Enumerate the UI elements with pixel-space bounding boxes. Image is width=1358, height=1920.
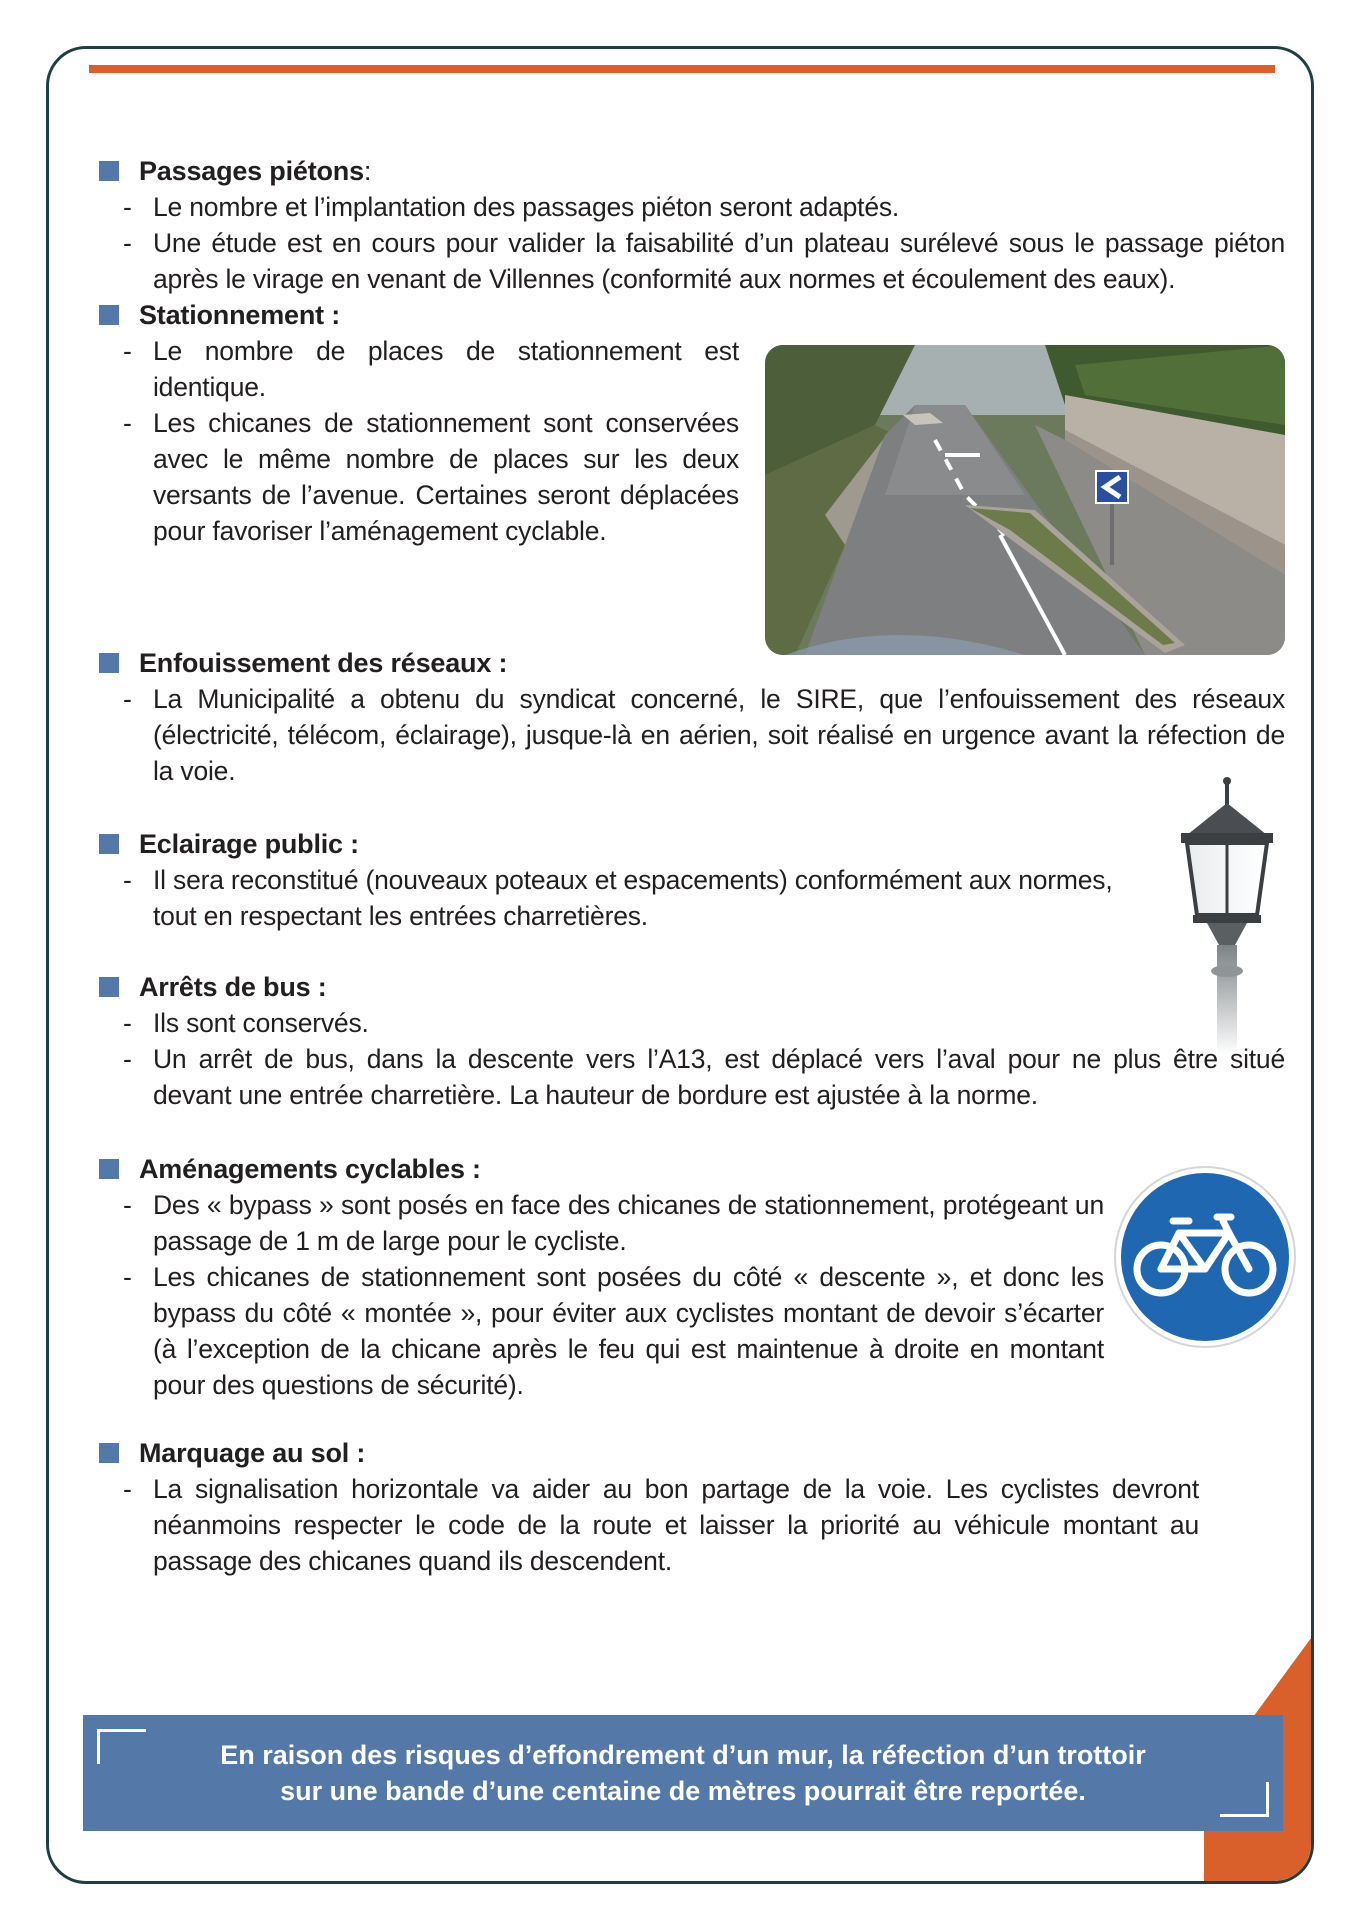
section-title: Aménagements cyclables :: [139, 1154, 481, 1184]
bullet-square: [99, 161, 119, 181]
section-passages-pietons: [99, 153, 1285, 297]
bullet-square: [99, 305, 119, 325]
notice-banner: [83, 1715, 1283, 1831]
notice-line-2: sur une bande d’une centaine de mètres pourrait être reportée.: [280, 1776, 1086, 1806]
list-item: - Un arrêt de bus, dans la descente vers l’A13, est déplacé vers l’aval pour ne plus être situé devant une entrée charretière. La hauteur de bordure est ajustée à la norme.: [99, 1041, 1285, 1113]
notice-text: [83, 1737, 1283, 1809]
list-item: - Une étude est en cours pour valider la faisabilité d’un plateau surélevé sous le passage piéton après le virage en venant de Villennes (conformité aux normes et écoulement des eaux).: [99, 225, 1285, 297]
bullet-square: [99, 1159, 119, 1179]
notice-line-1: En raison des risques d’effondrement d’un mur, la réfection d’un trottoir: [220, 1740, 1146, 1770]
section-enfouissement-reseaux: [99, 645, 1285, 789]
bullet-square: [99, 1443, 119, 1463]
list-item: - Les chicanes de stationnement sont conservées avec le même nombre de places sur les deux versants de l’avenue. Certaines seront déplacées pour favoriser l’aménagement cyclable.: [99, 405, 739, 549]
section-title: Stationnement :: [139, 300, 341, 330]
section-stationnement: [99, 297, 739, 549]
section-arrets-de-bus: [99, 969, 1285, 1113]
section-title: Arrêts de bus :: [139, 972, 327, 1002]
bullet-square: [99, 834, 119, 854]
list-item: - Les chicanes de stationnement sont posées du côté « descente », et donc les bypass du côté « montée », pour éviter aux cyclistes montant de devoir s’écarter (à l’exception de la chicane après le feu qui est maintenue à droite en montant pour des questions de sécurité).: [99, 1259, 1104, 1403]
bullet-square: [99, 653, 119, 673]
section-title: Eclairage public :: [139, 829, 359, 859]
list-item: - La Municipalité a obtenu du syndicat concerné, le SIRE, que l’enfouissement des réseaux (électricité, télécom, éclairage), jusque-là en aérien, soit réalisé en urgence avant la réfection de la voie.: [99, 681, 1285, 789]
top-rule: [89, 65, 1275, 73]
section-marquage-au-sol: [99, 1435, 1199, 1579]
section-title: Marquage au sol :: [139, 1438, 366, 1468]
list-item: - Des « bypass » sont posés en face des chicanes de stationnement, protégeant un passage de 1 m de large pour le cycliste.: [99, 1187, 1104, 1259]
section-eclairage-public: [99, 826, 1149, 934]
section-title: Enfouissement des réseaux :: [139, 648, 508, 678]
list-item: - Le nombre et l’implantation des passages piéton seront adaptés.: [99, 189, 1285, 225]
street-photo: [765, 345, 1285, 655]
section-title-suffix: :: [363, 156, 372, 186]
page-frame: [46, 46, 1314, 1884]
list-item: - Le nombre de places de stationnement est identique.: [99, 333, 739, 405]
list-item: - Il sera reconstitué (nouveaux poteaux et espacements) conformément aux normes, tout en respectant les entrées charretières.: [99, 862, 1149, 934]
bullet-square: [99, 977, 119, 997]
list-item: - La signalisation horizontale va aider au bon partage de la voie. Les cyclistes devront néanmoins respecter le code de la route et laisser la priorité au véhicule montant au passage des chicanes quand ils descendent.: [99, 1471, 1199, 1579]
section-title: Passages piétons: [139, 156, 364, 186]
bicycle-sign-icon: [1113, 1165, 1297, 1349]
section-amenagements-cyclables: [99, 1151, 1104, 1403]
list-item: - Ils sont conservés.: [99, 1005, 1285, 1041]
